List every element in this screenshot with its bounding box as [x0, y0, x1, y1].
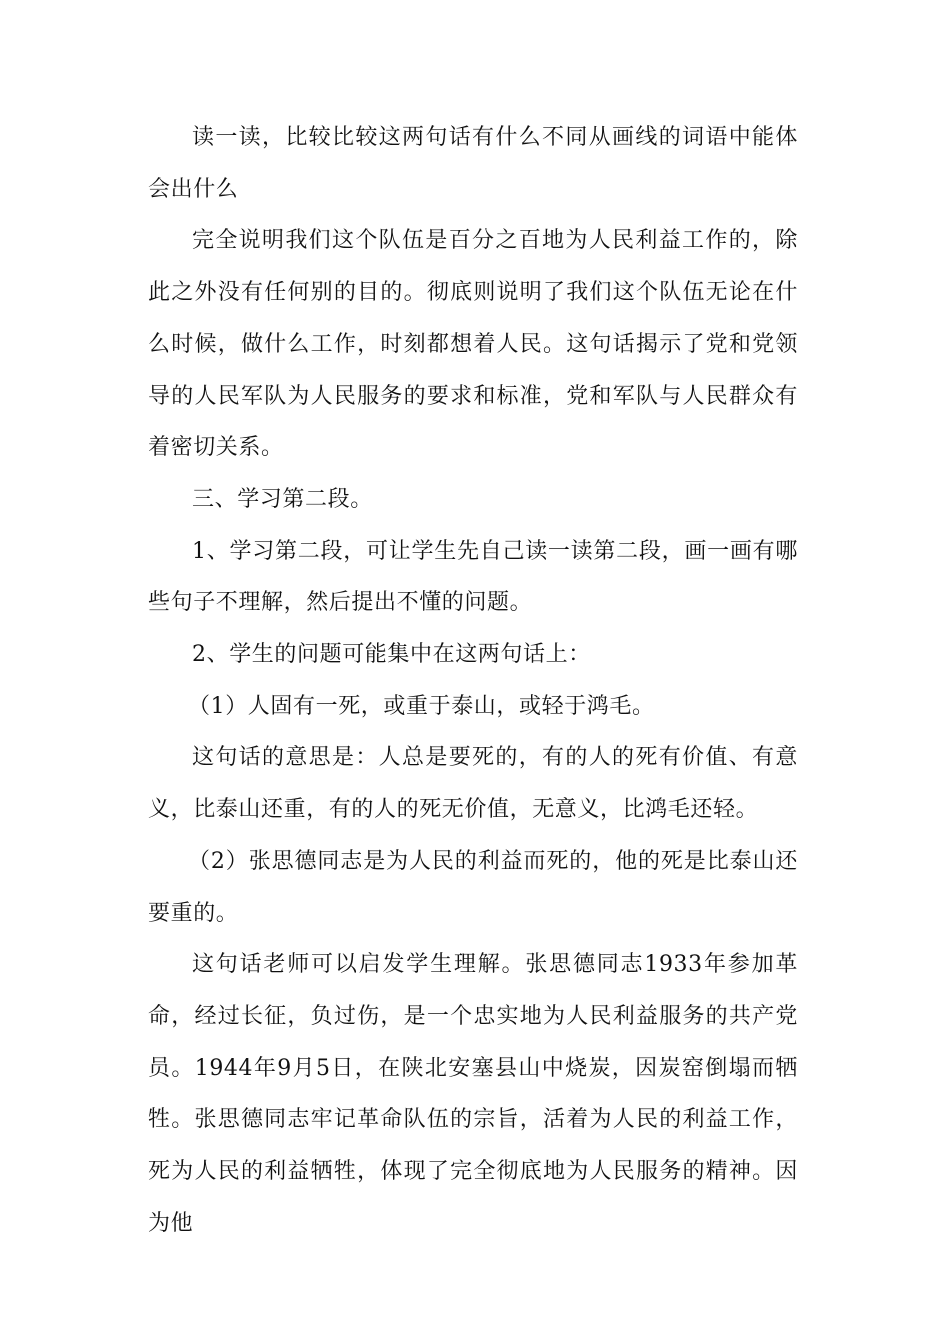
paragraph-5: 这句话的意思是：人总是要死的，有的人的死有价值、有意义，比泰山还重，有的人的死无价值，无意义，比鸿毛还轻。: [148, 745, 798, 823]
paragraph-2: 完全说明我们这个队伍是百分之百地为人民利益工作的，除此之外没有任何别的目的。彻底则说明了我们这个队伍无论在什么时候，做什么工作，时刻都想着人民。这句话揭示了党和党领导的人民军队为人民服务的要求和标准，党和军队与人民群众有着密切关系。: [148, 228, 798, 461]
document-body: [148, 112, 798, 1249]
quote-1: （1）人固有一死，或重于泰山，或轻于鸿毛。: [188, 693, 655, 719]
paragraph-4: 2、学生的问题可能集中在这两句话上：: [192, 642, 591, 668]
quote-2: （2）张思德同志是为人民的利益而死的，他的死是比泰山还要重的。: [148, 848, 798, 926]
section-heading: 三、学习第二段。: [192, 486, 373, 512]
paragraph-6: 这句话老师可以启发学生理解。张思德同志1933年参加革命，经过长征，负过伤，是一个忠实地为人民利益服务的共产党员。1944年9月5日，在陕北安塞县山中烧炭，因炭窑倒塌而牺牲。张思德同志牢记革命队伍的宗旨，活着为人民的利益工作，死为人民的利益牺牲，体现了完全彻底地为人民服务的精神。因为他: [148, 952, 798, 1236]
paragraph-3: 1、学习第二段，可让学生先自己读一读第二段，画一画有哪些句子不理解，然后提出不懂的问题。: [148, 538, 798, 616]
paragraph-1: 读一读，比较比较这两句话有什么不同从画线的词语中能体会出什么: [148, 125, 798, 202]
